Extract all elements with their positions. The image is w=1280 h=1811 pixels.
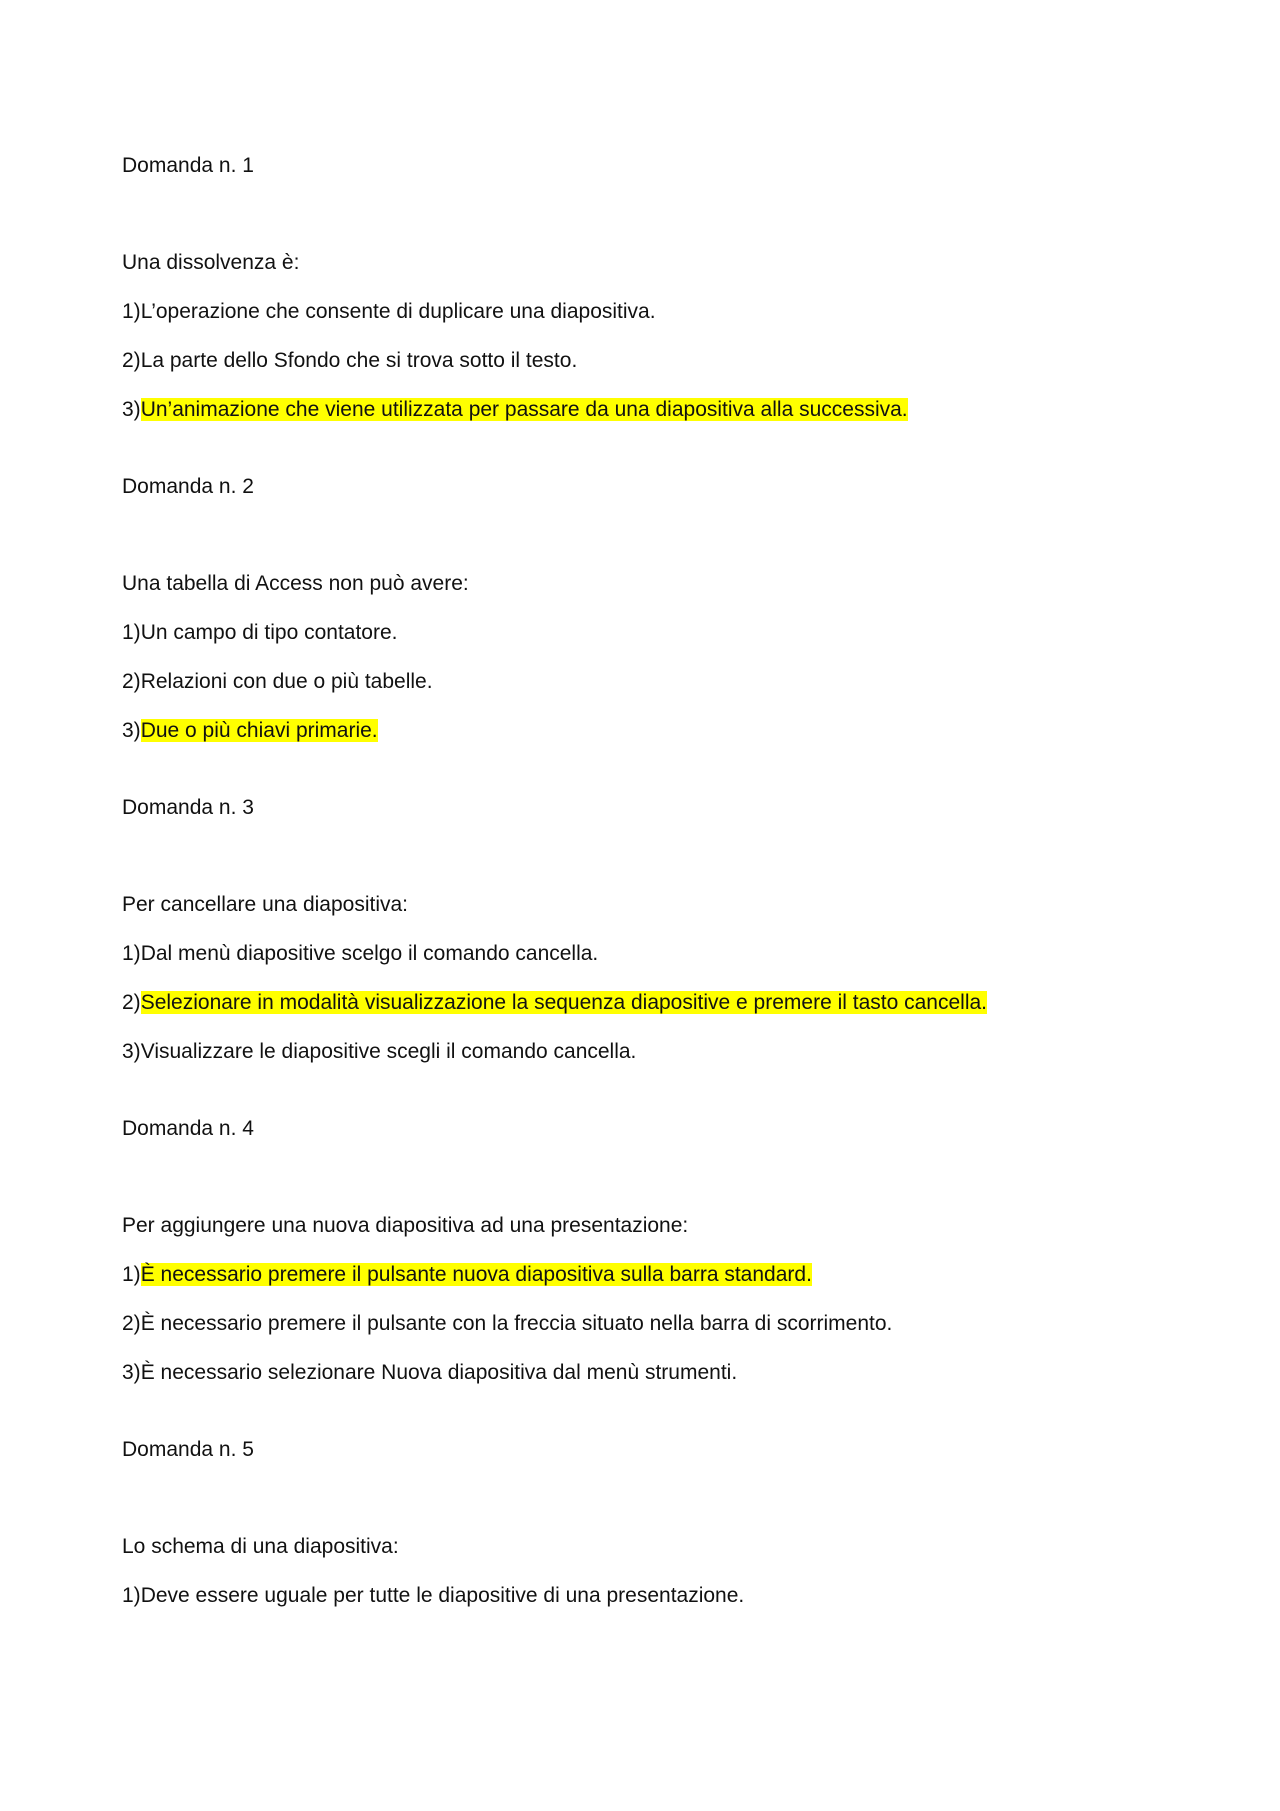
question-4 — [122, 1115, 1162, 1387]
question-heading: Domanda n. 5 — [122, 1438, 254, 1461]
question-text: Per cancellare una diapositiva: — [122, 893, 409, 916]
option-number: 2) — [122, 349, 141, 372]
answer-option — [122, 1359, 1162, 1387]
option-number: 1) — [122, 1584, 141, 1607]
option-text: Un campo di tipo contatore. — [140, 621, 398, 644]
answer-option-correct — [122, 717, 1162, 745]
question-1 — [122, 152, 1162, 424]
highlighted-option-text: Due o più chiavi primarie. — [140, 719, 378, 742]
option-text: È necessario selezionare Nuova diapositiva dal menù strumenti. — [140, 1361, 738, 1384]
answer-option — [122, 619, 1162, 647]
question-heading: Domanda n. 3 — [122, 796, 254, 819]
question-5 — [122, 1436, 1162, 1610]
option-text: L’operazione che consente di duplicare una diapositiva. — [140, 300, 656, 323]
option-number: 1) — [122, 300, 141, 323]
document-content — [122, 152, 1162, 1659]
question-heading: Domanda n. 1 — [122, 154, 254, 177]
option-text: La parte dello Sfondo che si trova sotto il testo. — [140, 349, 578, 372]
option-text: È necessario premere il pulsante con la freccia situato nella barra di scorrimento. — [140, 1312, 893, 1335]
answer-option — [122, 1310, 1162, 1338]
answer-option — [122, 940, 1162, 968]
answer-option-correct — [122, 396, 1162, 424]
option-number: 3) — [122, 1040, 141, 1063]
option-number: 3) — [122, 1361, 141, 1384]
option-text: Deve essere uguale per tutte le diapositive di una presentazione. — [140, 1584, 745, 1607]
option-number: 1) — [122, 1263, 141, 1286]
answer-option-correct — [122, 989, 1162, 1017]
answer-option — [122, 1582, 1162, 1610]
answer-option — [122, 1038, 1162, 1066]
option-text: Visualizzare le diapositive scegli il comando cancella. — [140, 1040, 637, 1063]
answer-option — [122, 668, 1162, 696]
option-number: 1) — [122, 942, 141, 965]
question-text: Una dissolvenza è: — [122, 251, 300, 274]
option-text: Dal menù diapositive scelgo il comando cancella. — [140, 942, 599, 965]
answer-option — [122, 347, 1162, 375]
question-text: Lo schema di una diapositiva: — [122, 1535, 399, 1558]
question-heading: Domanda n. 4 — [122, 1117, 254, 1140]
answer-option-correct — [122, 1261, 1162, 1289]
option-number: 2) — [122, 991, 141, 1014]
highlighted-option-text: Un’animazione che viene utilizzata per passare da una diapositiva alla successiva. — [140, 398, 908, 421]
question-2 — [122, 473, 1162, 745]
highlighted-option-text: È necessario premere il pulsante nuova diapositiva sulla barra standard. — [140, 1263, 812, 1286]
option-number: 2) — [122, 670, 141, 693]
question-heading: Domanda n. 2 — [122, 475, 254, 498]
option-text: Relazioni con due o più tabelle. — [140, 670, 433, 693]
answer-option — [122, 298, 1162, 326]
option-number: 1) — [122, 621, 141, 644]
option-number: 2) — [122, 1312, 141, 1335]
question-text: Una tabella di Access non può avere: — [122, 572, 469, 595]
question-text: Per aggiungere una nuova diapositiva ad una presentazione: — [122, 1214, 689, 1237]
option-number: 3) — [122, 398, 141, 421]
highlighted-option-text: Selezionare in modalità visualizzazione la sequenza diapositive e premere il tasto cancella. — [140, 991, 987, 1014]
question-3 — [122, 794, 1162, 1066]
option-number: 3) — [122, 719, 141, 742]
